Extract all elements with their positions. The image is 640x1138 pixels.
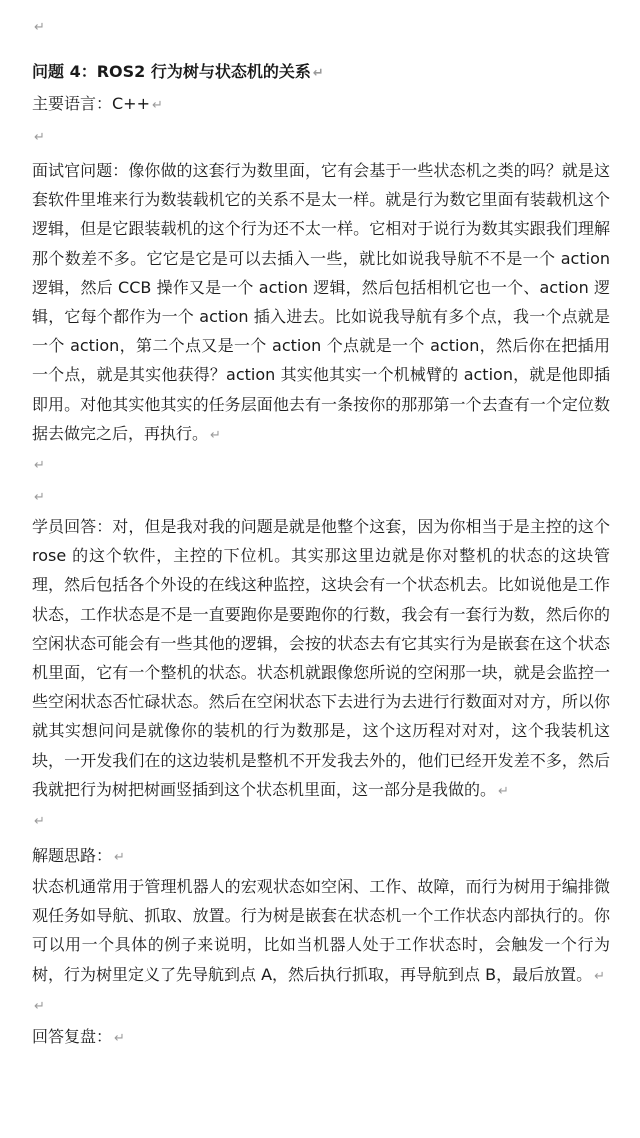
paragraph-mark-icon: ↵ xyxy=(34,998,45,1014)
paragraph-mark-icon: ↵ xyxy=(34,490,45,506)
language-text: 主要语言：C++ xyxy=(32,94,150,113)
paragraph-mark-icon: ↵ xyxy=(210,427,221,443)
paragraph-mark-icon: ↵ xyxy=(312,66,324,81)
empty-line xyxy=(32,480,610,512)
empty-line xyxy=(32,804,610,836)
paragraph-mark-icon: ↵ xyxy=(594,968,606,984)
question-title-text: 问题 4：ROS2 行为树与状态机的关系 xyxy=(32,62,311,81)
paragraph-mark-icon: ↵ xyxy=(498,783,509,799)
language-line xyxy=(32,88,610,120)
empty-line xyxy=(32,989,610,1021)
paragraph-mark-icon: ↵ xyxy=(152,98,163,113)
review-heading xyxy=(32,1021,610,1053)
analysis-body-text: 状态机通常用于管理机器人的宏观状态如空闲、工作、故障，而行为树用于编排微观任务如导航、抓取、放置。行为树是嵌套在状态机一个工作状态内部执行的。你可以用一个具体的例子来说明，比如当机器人处于工作状态时，会触发一个行为树，行为树里定义了先导航到点 A，然后执行抓取，再导航到点 B，最后放置。 xyxy=(32,877,610,984)
paragraph-mark-icon: ↵ xyxy=(34,458,45,474)
interviewer-question-text: 面试官问题：像你做的这套行为数里面，它有会基于一些状态机之类的吗？就是这套软件里堆来行为数装载机它的关系不是太一样。就是行为数它里面有装载机这个逻辑，但是它跟装载机的这个行为还不太一样。它相对于说行为数其实跟我们理解那个数差不多。它它是它是可以去插入一些，就比如说我导航不不是一个 action 逻辑，然后 CCB 操作又是一个 action 逻辑，然后包括相机它也一个、action 逻辑，它每个都作为一个 action 插入进去。比如说我导航有多个点，我一个点就是一个 action，第二个点又是一个 action 个点就是一个 action，然后你在把插用一个点，就是其实他获得？action 其实他其实一个机械臂的 action，就是他即插即用。对他其实他其实的任务层面他去有一条按你的那那第一个去查有一个定位数据去做完之后，再执行。 xyxy=(32,161,610,443)
interviewer-question-paragraph xyxy=(32,156,610,448)
student-answer-paragraph xyxy=(32,512,610,804)
analysis-heading-text: 解题思路： xyxy=(32,846,113,866)
paragraph-mark-icon: ↵ xyxy=(114,850,125,866)
paragraph-mark-icon: ↵ xyxy=(34,130,45,145)
paragraph-mark-icon: ↵ xyxy=(34,20,45,35)
paragraph-mark-icon: ↵ xyxy=(114,1030,125,1046)
question-title xyxy=(32,56,610,88)
empty-line xyxy=(32,10,610,42)
empty-line xyxy=(32,448,610,480)
student-answer-text: 学员回答：对，但是我对我的问题是就是他整个这套，因为你相当于是主控的这个 rose 的这个软件，主控的下位机。其实那这里边就是你对整机的状态的这块管理，然后包括各个外设的在线这种监控，这块会有一个状态机去。比如说他是工作状态，工作状态是不是一直要跑你是要跑你的行数，我会有一套行为数，然后你的空闲状态可能会有一些其他的逻辑，会按的状态去有它其实行为是嵌套在这个状态机里面，它有一个整机的状态。状态机就跟像您所说的空闲那一块，就是会监控一些空闲状态否忙碌状态。然后在空闲状态下去进行为去进行行数面对对方，所以你就其实想问问是就像你的装机的行为数那是，这个这历程对对对，这个我装机这块，一开发我们在的这边装机是整机不开发我去外的，他们已经开发差不多，然后我就把行为树把树画竖插到这个状态机里面，这一部分是我做的。 xyxy=(32,517,610,799)
empty-line xyxy=(32,120,610,152)
review-heading-text: 回答复盘： xyxy=(32,1026,113,1046)
analysis-heading xyxy=(32,840,610,872)
analysis-body-paragraph xyxy=(32,872,610,989)
paragraph-mark-icon: ↵ xyxy=(34,814,45,830)
